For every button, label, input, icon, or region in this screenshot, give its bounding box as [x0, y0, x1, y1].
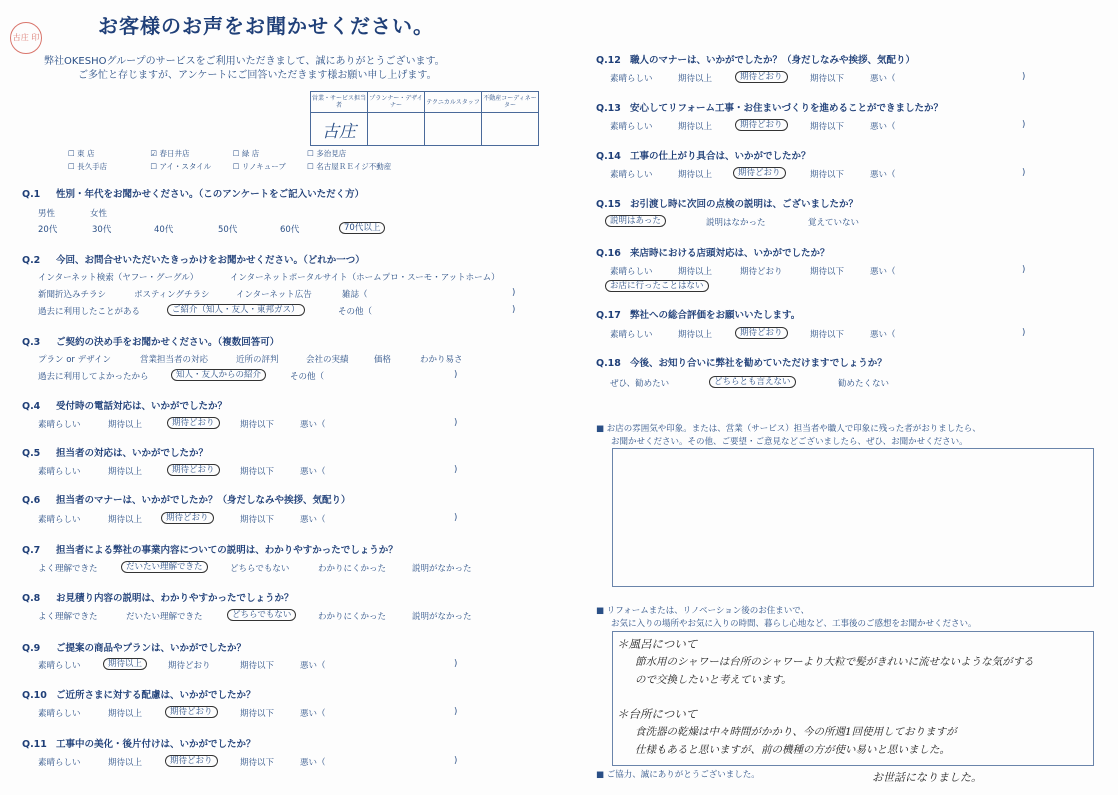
q3-option[interactable]: 価格: [374, 355, 392, 365]
q4-option: ): [454, 418, 458, 428]
q10-option: ): [454, 707, 458, 717]
comment2-hand-line: ＊風呂について: [617, 637, 698, 651]
staff-header-sales: 営業・サービス担当者: [311, 92, 368, 113]
question-14: Q.14 工事の仕上がり具合は、いかがでしたか？: [596, 151, 811, 162]
question-12: Q.12 職人のマナーは、いかがでしたか？（身だしなみや挨拶、気配り）: [596, 55, 916, 66]
q12-option: ): [1022, 72, 1026, 82]
store-renocube[interactable]: ☐ リノキューブ: [232, 162, 286, 171]
q12-option[interactable]: 期待以上: [678, 74, 713, 84]
q2-option[interactable]: 雑誌（: [342, 290, 368, 300]
q6-option-selected[interactable]: 期待どおり: [161, 512, 214, 524]
question-8: Q.8 お見積り内容の説明は、わかりやすかったでしょうか？: [22, 593, 294, 604]
store-istyle[interactable]: ☐ アイ・スタイル: [150, 162, 212, 171]
q7-option[interactable]: どちらでもない: [230, 564, 290, 574]
q7-option[interactable]: よく理解できた: [38, 564, 98, 574]
q6-option[interactable]: 悪い（: [300, 515, 326, 525]
q15-option[interactable]: 覚えていない: [808, 218, 860, 228]
q12-option[interactable]: 期待以下: [810, 74, 845, 84]
q8-option[interactable]: よく理解できた: [38, 612, 98, 622]
q1-option[interactable]: 20代: [38, 225, 58, 235]
q13-option[interactable]: 悪い（: [870, 122, 896, 132]
q3-option[interactable]: プラン or デザイン: [38, 355, 112, 365]
comment2-hand-line: 節水用のシャワーは台所のシャワーより大粒で髪がきれいに流せないような気がする: [635, 656, 1034, 668]
q7-option-selected[interactable]: だいたい理解できた: [121, 561, 208, 573]
q16-option[interactable]: 素晴らしい: [610, 267, 653, 277]
question-7: Q.7 担当者による弊社の事業内容についての説明は、わかりやすかったでしょうか？: [22, 545, 398, 556]
store-higashi[interactable]: ☐ 東 店: [68, 149, 95, 158]
q11-option[interactable]: 期待以上: [108, 758, 143, 768]
q1-option[interactable]: 30代: [92, 225, 112, 235]
q14-option[interactable]: 素晴らしい: [610, 170, 653, 180]
q16-option[interactable]: 悪い（: [870, 267, 896, 277]
q8-option[interactable]: だいたい理解できた: [126, 612, 203, 622]
q17-option[interactable]: 期待以上: [678, 330, 713, 340]
q10-option[interactable]: 悪い（: [300, 709, 326, 719]
q3-option[interactable]: 近所の評判: [236, 355, 279, 365]
q12-option[interactable]: 悪い（: [870, 74, 896, 84]
q10-option-selected[interactable]: 期待どおり: [165, 706, 218, 718]
q14-option-selected[interactable]: 期待どおり: [733, 167, 786, 179]
q4-option[interactable]: 素晴らしい: [38, 420, 81, 430]
question-17: Q.17 弊社への総合評価をお願いいたします。: [596, 310, 801, 321]
q12-option[interactable]: 素晴らしい: [610, 74, 653, 84]
q14-option: ): [1022, 168, 1026, 178]
comment2-hand-line: ので交換したいと考えています。: [635, 674, 792, 686]
store-row-2: [68, 161, 391, 172]
staff-header-planner: プランナー・デザイナー: [368, 92, 425, 113]
q2-option[interactable]: インターネット広告: [236, 290, 312, 300]
store-midori[interactable]: ☐ 緑 店: [232, 149, 260, 158]
comment1-prompt: ■ お店の雰囲気や印象。または、営業（サービス）担当者や職人で印象に残った者がおりましたら、: [596, 424, 981, 434]
q2-option: ): [512, 305, 516, 315]
q3-option[interactable]: 営業担当者の対応: [140, 355, 209, 365]
q4-option[interactable]: 期待以下: [240, 420, 275, 430]
q2-option-selected[interactable]: ご紹介（知人・友人・東邦ガス）: [167, 304, 305, 316]
q13-option[interactable]: 期待以上: [678, 122, 713, 132]
staff-value-planner[interactable]: [368, 113, 425, 146]
question-16: Q.16 来店時における店頭対応は、いかがでしたか？: [596, 248, 830, 259]
q16-option[interactable]: 期待以下: [810, 267, 845, 277]
q3-option[interactable]: 過去に利用してよかったから: [38, 372, 149, 382]
store-kasugai[interactable]: ☑ 春日井店: [150, 149, 190, 158]
q10-option[interactable]: 素晴らしい: [38, 709, 81, 719]
q15-option[interactable]: 説明はなかった: [706, 218, 766, 228]
q18-option-selected[interactable]: どちらとも言えない: [709, 376, 796, 388]
q2-option: ): [512, 288, 516, 298]
q10-option[interactable]: 期待以下: [240, 709, 275, 719]
intro-line-2: ご多忙と存じますが、アンケートにご回答いただきます様お願い申し上げます。: [78, 70, 437, 81]
q16-option[interactable]: 期待どおり: [740, 267, 783, 277]
intro-line-1: 弊社OKESHOグループのサービスをご利用いただきまして、誠にありがとうございます。: [44, 56, 445, 67]
q16-option-selected[interactable]: お店に行ったことはない: [605, 280, 709, 292]
q7-option[interactable]: わかりにくかった: [318, 564, 387, 574]
q5-option-selected[interactable]: 期待どおり: [167, 464, 220, 476]
q17-option[interactable]: 悪い（: [870, 330, 896, 340]
q6-option: ): [454, 513, 458, 523]
q6-option[interactable]: 素晴らしい: [38, 515, 81, 525]
comment2-prompt: ■ リフォームまたは、リノベーション後のお住まいで、: [596, 606, 810, 616]
q1-option[interactable]: 男性: [38, 209, 56, 219]
question-4: Q.4 受付時の電話対応は、いかがでしたか？: [22, 401, 228, 412]
q4-option[interactable]: 悪い（: [300, 420, 326, 430]
q5-option[interactable]: 期待以下: [240, 467, 275, 477]
q3-option-selected[interactable]: 知人・友人からの紹介: [171, 369, 266, 381]
store-nagakute[interactable]: ☐ 長久手店: [68, 162, 108, 171]
question-6: Q.6 担当者のマナーは、いかがでしたか？（身だしなみや挨拶、気配り）: [22, 495, 351, 506]
q9-option[interactable]: 期待どおり: [168, 661, 211, 671]
handwritten-thanks: お世話になりました。: [872, 771, 982, 784]
q9-option: ): [454, 659, 458, 669]
q8-option-selected[interactable]: どちらでもない: [227, 609, 296, 621]
comment2-prompt-2: お気に入りの場所やお気に入りの時間、暮らし心地など、工事後のご感想をお聞かせください。: [611, 619, 977, 629]
q6-option[interactable]: 期待以下: [240, 515, 275, 525]
q3-option[interactable]: その他（: [290, 372, 325, 382]
q3-option[interactable]: 会社の実績: [306, 355, 349, 365]
q2-option[interactable]: ポスティングチラシ: [134, 290, 210, 300]
store-nagoya-re[interactable]: ☐ 名古屋ＲＥイジ不動産: [307, 162, 392, 171]
q5-option[interactable]: 素晴らしい: [38, 467, 81, 477]
approval-stamp: 古庄 印: [10, 22, 42, 54]
comment1-textarea[interactable]: [612, 448, 1094, 587]
footer-thanks: ■ ご協力、誠にありがとうございました。: [596, 770, 760, 780]
q17-option[interactable]: 素晴らしい: [610, 330, 653, 340]
staff-header-technical: テクニカルスタッフ: [425, 92, 482, 113]
q9-option[interactable]: 素晴らしい: [38, 661, 81, 671]
q12-option-selected[interactable]: 期待どおり: [735, 71, 788, 83]
q2-option[interactable]: 過去に利用したことがある: [38, 307, 141, 317]
staff-table: [310, 91, 539, 146]
comment2-hand-line: 仕様もあると思いますが、前の機種の方が使い易いと思いました。: [635, 744, 950, 756]
question-10: Q.10 ご近所さまに対する配慮は、いかがでしたか？: [22, 690, 256, 701]
q8-option[interactable]: わかりにくかった: [318, 612, 387, 622]
q14-option[interactable]: 悪い（: [870, 170, 896, 180]
q3-option[interactable]: わかり易さ: [420, 355, 463, 365]
q9-option-selected[interactable]: 期待以上: [103, 658, 147, 670]
question-3: Q.3 ご契約の決め手をお聞かせください。（複数回答可）: [22, 337, 280, 348]
q17-option-selected[interactable]: 期待どおり: [735, 327, 788, 339]
q1-option[interactable]: 40代: [154, 225, 174, 235]
page-title: お客様のお声をお聞かせください。: [98, 14, 434, 38]
comment2-textarea[interactable]: [612, 631, 1094, 766]
staff-value-technical[interactable]: [425, 113, 482, 146]
staff-value-realestate[interactable]: [482, 113, 539, 146]
q1-option[interactable]: 女性: [90, 209, 108, 219]
question-5: Q.5 担当者の対応は、いかがでしたか？: [22, 448, 209, 459]
q13-option-selected[interactable]: 期待どおり: [735, 119, 788, 131]
q4-option-selected[interactable]: 期待どおり: [167, 417, 220, 429]
q1-option[interactable]: 60代: [280, 225, 300, 235]
q18-option[interactable]: ぜひ、勧めたい: [610, 379, 670, 389]
q14-option[interactable]: 期待以下: [810, 170, 845, 180]
question-13: Q.13 安心してリフォーム工事・お住まいづくりを進めることができましたか？: [596, 103, 944, 114]
q11-option[interactable]: 悪い（: [300, 758, 326, 768]
q1-option[interactable]: 50代: [218, 225, 238, 235]
q9-option[interactable]: 悪い（: [300, 661, 326, 671]
q15-option-selected[interactable]: 説明はあった: [605, 215, 666, 227]
question-11: Q.11 工事中の美化・後片付けは、いかがでしたか？: [22, 739, 256, 750]
question-2: Q.2 今回、お問合せいただいたきっかけをお聞かせください。（どれか一つ）: [22, 255, 365, 266]
q18-option[interactable]: 勧めたくない: [838, 379, 890, 389]
q2-option[interactable]: その他（: [338, 307, 373, 317]
staff-header-realestate: 不動産コーディネーター: [482, 92, 539, 113]
q7-option[interactable]: 説明がなかった: [412, 564, 472, 574]
comment1-prompt-2: お聞かせください。その他、ご要望・ご意見などございましたら、ぜひ、お聞かせください。: [611, 437, 968, 447]
q13-option: ): [1022, 120, 1026, 130]
comment2-hand-line: ＊台所について: [617, 707, 698, 721]
q14-option[interactable]: 期待以上: [678, 170, 713, 180]
store-tajimi[interactable]: ☐ 多治見店: [307, 149, 347, 158]
q16-option[interactable]: 期待以上: [678, 267, 713, 277]
q16-option: ): [1022, 265, 1026, 275]
q13-option[interactable]: 期待以下: [810, 122, 845, 132]
q5-option[interactable]: 期待以上: [108, 467, 143, 477]
q1-option-selected[interactable]: 70代以上: [339, 222, 385, 234]
q17-option[interactable]: 期待以下: [810, 330, 845, 340]
q9-option[interactable]: 期待以下: [240, 661, 275, 671]
q4-option[interactable]: 期待以上: [108, 420, 143, 430]
q11-option-selected[interactable]: 期待どおり: [165, 755, 218, 767]
q17-option: ): [1022, 328, 1026, 338]
q5-option: ): [454, 465, 458, 475]
q11-option[interactable]: 素晴らしい: [38, 758, 81, 768]
q5-option[interactable]: 悪い（: [300, 467, 326, 477]
q2-option[interactable]: インターネットポータルサイト（ホームプロ・スーモ・アットホーム）: [230, 273, 500, 283]
q3-option: ): [454, 370, 458, 380]
q13-option[interactable]: 素晴らしい: [610, 122, 653, 132]
q10-option[interactable]: 期待以上: [108, 709, 143, 719]
question-18: Q.18 今後、お知り合いに弊社を勧めていただけますでしょうか？: [596, 358, 887, 369]
question-15: Q.15 お引渡し時に次回の点検の説明は、ございましたか？: [596, 199, 859, 210]
q11-option[interactable]: 期待以下: [240, 758, 275, 768]
question-1: Q.1 性別・年代をお聞かせください。（このアンケートをご記入いただく方）: [22, 189, 365, 200]
staff-value-sales[interactable]: 古庄: [311, 113, 368, 146]
store-row-1: [68, 148, 346, 159]
q2-option[interactable]: 新聞折込みチラシ: [38, 290, 107, 300]
q8-option[interactable]: 説明がなかった: [412, 612, 472, 622]
q11-option: ): [454, 756, 458, 766]
q2-option[interactable]: インターネット検索（ヤフー・グーグル）: [38, 273, 199, 283]
q6-option[interactable]: 期待以上: [108, 515, 143, 525]
comment2-hand-line: 食洗器の乾燥は中々時間がかかり、今の所週1回使用しておりますが: [635, 726, 957, 738]
question-9: Q.9 ご提案の商品やプランは、いかがでしたか？: [22, 643, 247, 654]
